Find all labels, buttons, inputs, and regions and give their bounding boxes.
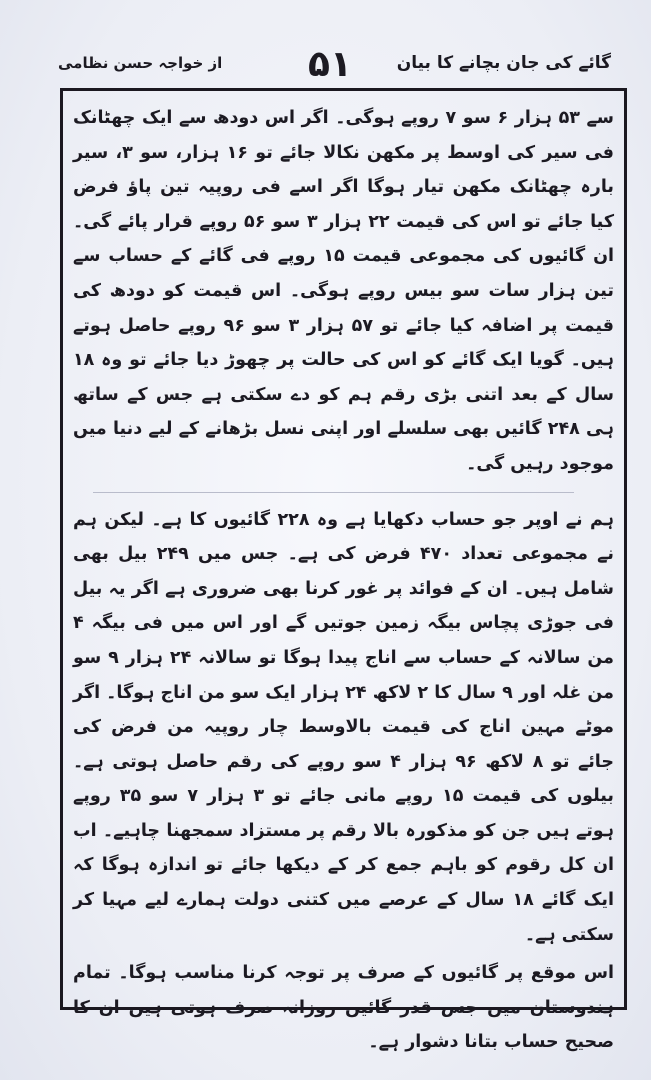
divider (93, 492, 574, 493)
page-header (58, 44, 611, 88)
text-frame (60, 88, 627, 1053)
body-text (73, 101, 614, 1060)
page-number: ۵۱ (308, 44, 352, 85)
paragraph-1: سے ۵۳ ہزار ۶ سو ۷ روپے ہوگی۔ اگر اس دودھ سے ایک چھٹانک فی سیر کی اوسط پر مکھن نکالا جائے تو ۱۶ ہزار، سو ۳، سیر بارہ چھٹانک مکھن تیار ہوگا اگر اسے فی روپیہ تین پاؤ فرض کیا جائے تو اس کی قیمت ۲۲ ہزار ۳ سو ۵۶ روپے قرار پائے گی۔ ان گائیوں کی مجموعی قیمت ۱۵ روپے فی گائے کے حساب سے تین ہزار سات سو بیس روپے ہوگی۔ اس قیمت کو دودھ کی قیمت پر اضافہ کیا جائے تو ۵۷ ہزار ۳ سو ۹۶ روپے حاصل ہوتے ہیں۔ گویا ایک گائے کو اس کی حالت پر چھوڑ دیا جائے تو وہ ۱۸ سال کے بعد اتنی بڑی رقم ہم کو دے سکتی ہے جس کے ساتھ ہی ۲۴۸ گائیں بھی سلسلے اور اپنی نسل بڑھانے کے لیے دنیا میں موجود رہیں گی۔ (73, 108, 615, 474)
author-name: از خواجہ حسن نظامی (58, 54, 223, 72)
chapter-title: گائے کی جان بچانے کا بیان (396, 53, 611, 73)
paragraph-2: ہم نے اوپر جو حساب دکھایا ہے وہ ۲۲۸ گائیوں کا ہے۔ لیکن ہم نے مجموعی تعداد ۴۷۰ فرض کی ہے۔ جس میں ۲۴۹ بیل بھی شامل ہیں۔ ان کے فوائد پر غور کرنا بھی ضروری ہے اگر یہ بیل فی جوڑی پچاس بیگہ زمین جوتیں گے اور اس میں فی بیگہ ۴ من سالانہ کے حساب سے اناج پیدا ہوگا تو سالانہ ۲۴ ہزار ۹ سو من غلہ اور ۹ سال کا ۲ لاکھ ۲۴ ہزار ایک سو من اناج ہوگا۔ اگر موٹے مہین اناج کی قیمت بالاوسط چار روپیہ من فرض کی جائے تو ۸ لاکھ ۹۶ ہزار ۴ سو روپے کی رقم حاصل ہوتی ہے۔ بیلوں کی قیمت ۱۵ روپے مانی جائے تو ۳ ہزار ۷ سو ۳۵ روپے ہوتے ہیں جن کو مذکورہ بالا رقم پر مستزاد سمجھنا چاہیے۔ اب ان کل رقوم کو باہم جمع کر کے دیکھا جائے تو اندازہ ہوگا کہ ایک گائے ۱۸ سال کے عرصے میں کتنی دولت ہمارے لیے مہیا کر سکتی ہے۔ (73, 509, 615, 945)
paragraph-3: اس موقع پر گائیوں کے صرف پر توجہ کرنا مناسب ہوگا۔ تمام ہندوستان میں جس قدر گائیں روزانہ صرف ہوتی ہیں ان کا صحیح حساب بتانا دشوار ہے۔ (73, 963, 614, 1053)
